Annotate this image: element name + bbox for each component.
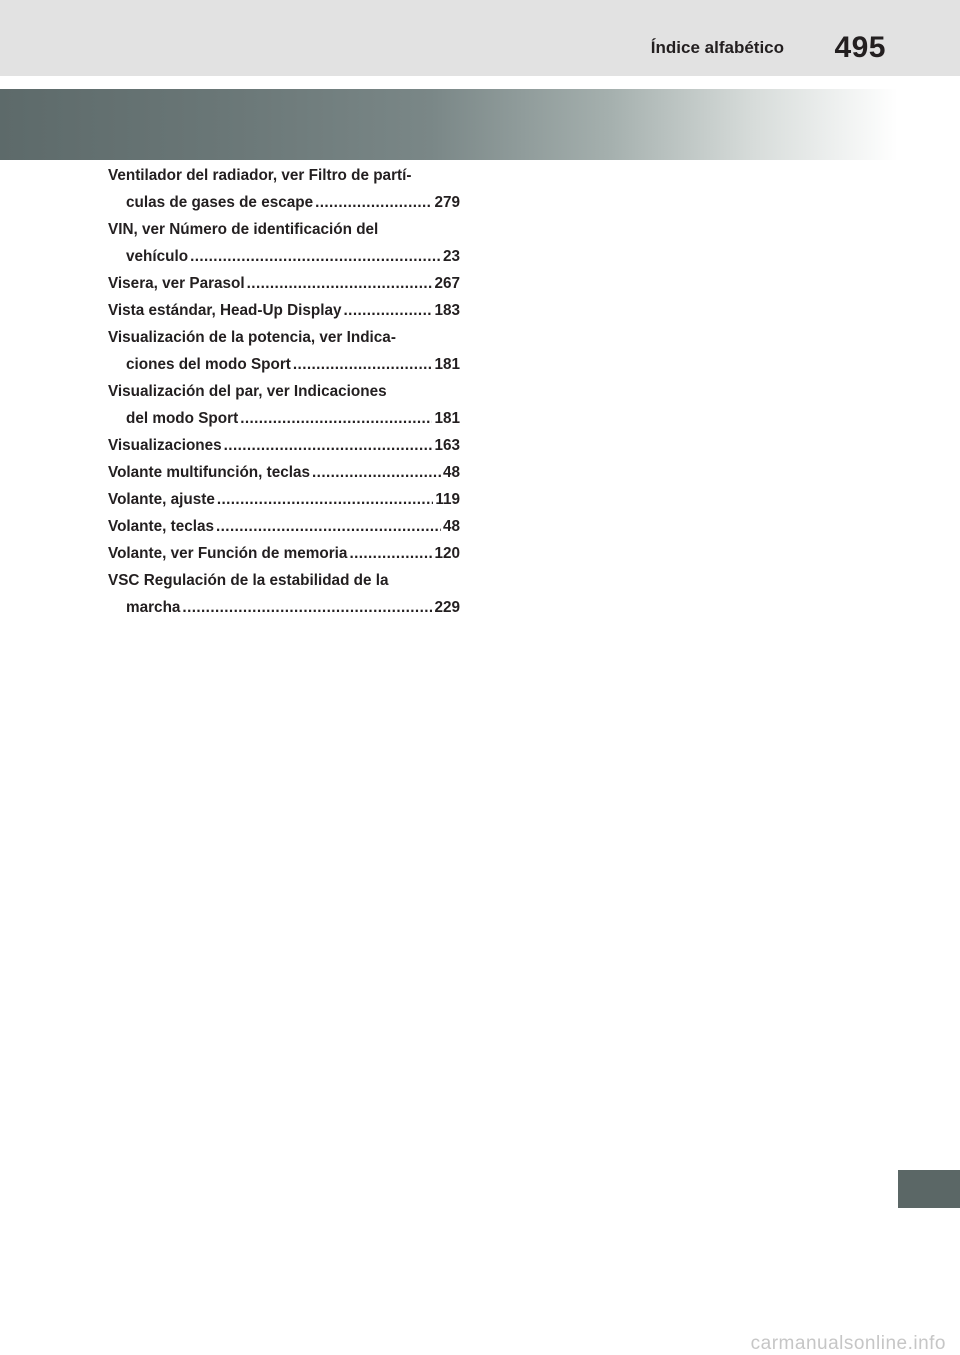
index-entry-text: vehículo [126, 248, 189, 265]
index-entry [108, 162, 460, 216]
index-entry-text: culas de gases de escape [126, 194, 314, 211]
index-entry-leader-line [108, 405, 460, 432]
decorative-gradient-band [0, 89, 898, 160]
index-page-reference: 23 [442, 248, 460, 265]
index-entry [108, 567, 460, 621]
index-entry [108, 459, 460, 486]
index-entry-text: Volante multifunción, teclas [108, 464, 311, 481]
index-entry-text: marcha [126, 599, 181, 616]
index-entry-leader-line [108, 513, 460, 540]
index-page-reference: 183 [434, 302, 460, 319]
dot-leader [293, 351, 433, 378]
index-entry-heading: Visualización del par, ver Indicaciones [108, 383, 387, 400]
index-entry-leader-line [108, 432, 460, 459]
dot-leader [217, 486, 433, 513]
index-entry-text: Volante, teclas [108, 518, 214, 535]
index-entry [108, 540, 460, 567]
index-entry-text: Visera, ver Parasol [108, 275, 245, 292]
alphabetical-index-list [108, 162, 460, 621]
index-page-reference: 119 [435, 491, 460, 508]
index-page-reference: 181 [434, 356, 460, 373]
dot-leader [312, 459, 441, 486]
index-entry-heading: Visualización de la potencia, ver Indica- [108, 329, 396, 346]
index-entry-leader-line [108, 459, 460, 486]
index-entry-leader-line [108, 270, 460, 297]
dot-leader [182, 594, 432, 621]
index-page-reference: 163 [434, 437, 460, 454]
index-page-reference: 267 [434, 275, 460, 292]
index-entry-heading: VSC Regulación de la estabilidad de la [108, 572, 389, 589]
index-entry [108, 270, 460, 297]
dot-leader [247, 270, 433, 297]
header-bar [0, 0, 960, 76]
index-page-reference: 48 [442, 464, 460, 481]
index-entry-leader-line [108, 189, 460, 216]
index-page-reference: 120 [434, 545, 460, 562]
index-page-reference: 48 [442, 518, 460, 535]
index-entry-text: del modo Sport [126, 410, 239, 427]
section-title: Índice alfabético [650, 38, 784, 57]
index-page-reference: 181 [434, 410, 460, 427]
index-entry [108, 378, 460, 432]
chapter-tab-marker [898, 1170, 960, 1208]
index-entry [108, 432, 460, 459]
dot-leader [240, 405, 432, 432]
page-number: 495 [834, 31, 886, 64]
index-entry-leader-line [108, 594, 460, 621]
index-entry-text: Volante, ajuste [108, 491, 215, 508]
index-page-reference: 229 [434, 599, 460, 616]
index-entry [108, 297, 460, 324]
dot-leader [349, 540, 432, 567]
index-entry [108, 216, 460, 270]
dot-leader [190, 243, 441, 270]
index-entry-leader-line [108, 486, 460, 513]
index-page-reference: 279 [434, 194, 460, 211]
watermark: carmanualsonline.info [750, 1333, 946, 1354]
index-entry-text: ciones del modo Sport [126, 356, 291, 373]
dot-leader [224, 432, 433, 459]
index-entry-heading: Ventilador del radiador, ver Filtro de partí- [108, 167, 412, 184]
index-entry [108, 486, 460, 513]
dot-leader [216, 513, 441, 540]
index-entry-text: Volante, ver Función de memoria [108, 545, 348, 562]
dot-leader [315, 189, 432, 216]
index-entry-text: Visualizaciones [108, 437, 222, 454]
index-entry-heading: VIN, ver Número de identificación del [108, 221, 379, 238]
dot-leader [344, 297, 433, 324]
index-entry [108, 513, 460, 540]
index-entry-leader-line [108, 351, 460, 378]
index-entry-text: Vista estándar, Head-Up Display [108, 302, 342, 319]
index-entry-leader-line [108, 540, 460, 567]
index-entry-leader-line [108, 297, 460, 324]
index-entry [108, 324, 460, 378]
index-entry-leader-line [108, 243, 460, 270]
